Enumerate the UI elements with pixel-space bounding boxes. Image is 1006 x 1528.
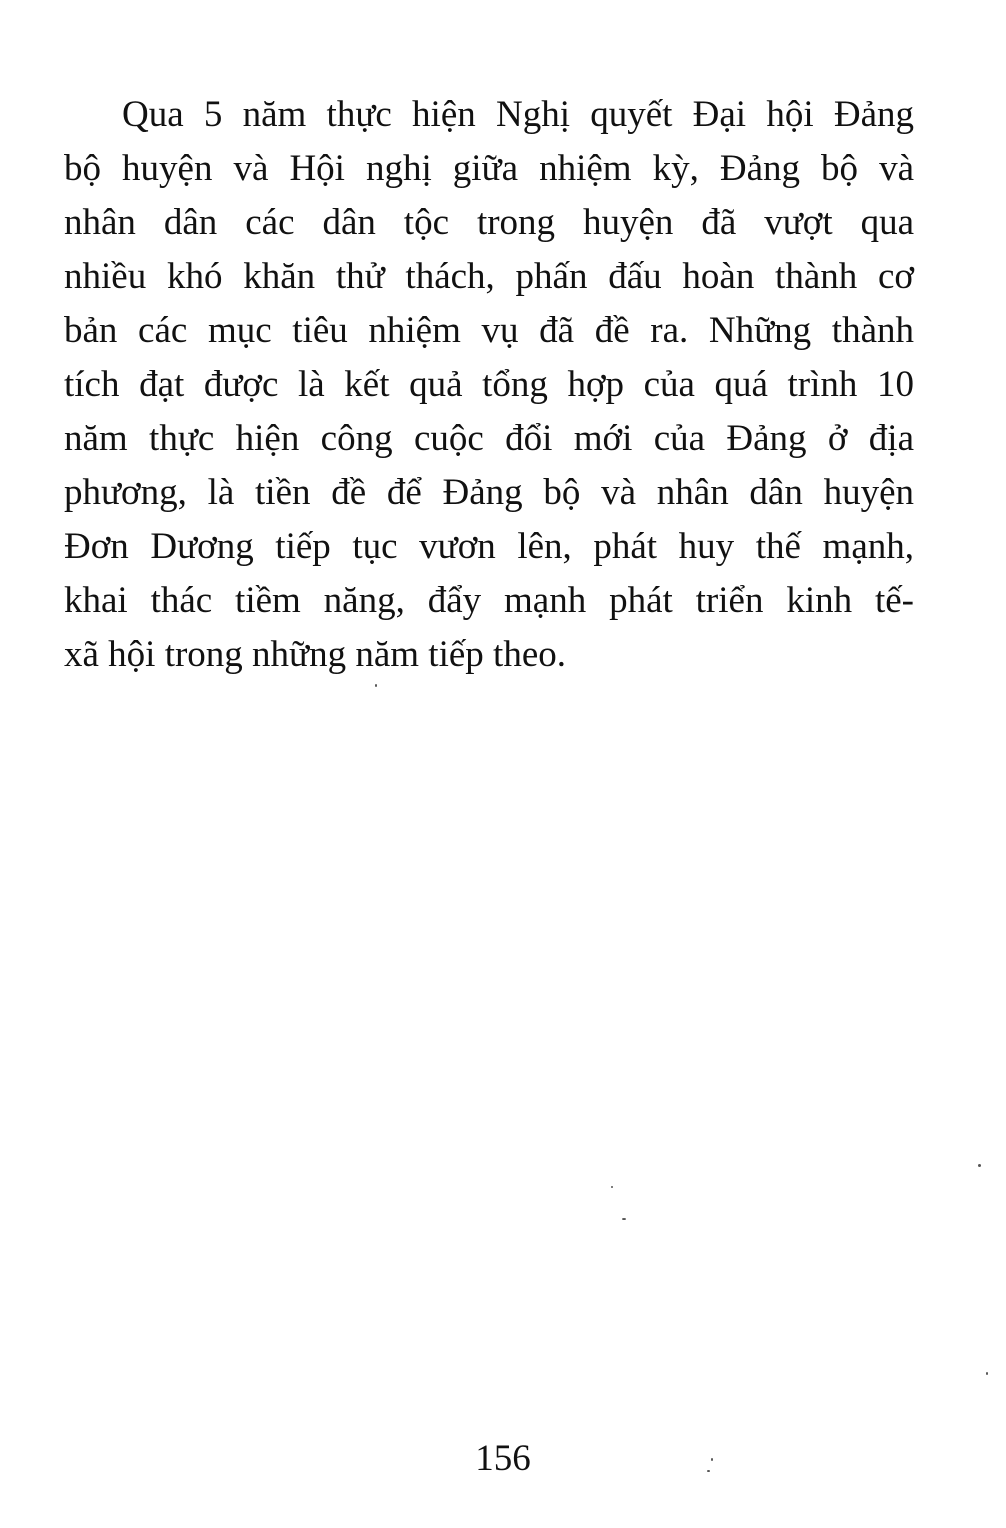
paragraph-line: Đơn Dương tiếp tục vươn lên, phát huy thế mạnh, <box>64 526 914 567</box>
paragraph-line: phương, là tiền đề để Đảng bộ và nhân dân huyện <box>64 472 914 513</box>
scan-speck <box>707 1470 710 1472</box>
scan-speck <box>978 1164 981 1167</box>
scan-speck <box>611 1186 613 1188</box>
paragraph-line: xã hội trong những năm tiếp theo. <box>64 634 566 675</box>
paragraph-line: năm thực hiện công cuộc đổi mới của Đảng ở địa <box>64 418 914 459</box>
paragraph-line: Qua 5 năm thực hiện Nghị quyết Đại hội Đảng <box>122 94 914 135</box>
paragraph-line: nhân dân các dân tộc trong huyện đã vượt qua <box>64 202 914 243</box>
paragraph-line: khai thác tiềm năng, đẩy mạnh phát triển kinh tế- <box>64 580 914 621</box>
paragraph-line: tích đạt được là kết quả tổng hợp của quá trình 10 <box>64 364 914 405</box>
scan-speck <box>711 1458 713 1461</box>
scan-speck <box>622 1218 626 1220</box>
page-number: 156 <box>475 1438 531 1479</box>
body-paragraph <box>64 88 914 682</box>
paragraph-line: nhiều khó khăn thử thách, phấn đấu hoàn thành cơ <box>64 256 914 297</box>
paragraph-line: bộ huyện và Hội nghị giữa nhiệm kỳ, Đảng bộ và <box>64 148 914 189</box>
scan-speck <box>986 1372 988 1375</box>
paragraph-line: bản các mục tiêu nhiệm vụ đã đề ra. Những thành <box>64 310 914 351</box>
scan-speck <box>375 684 377 687</box>
